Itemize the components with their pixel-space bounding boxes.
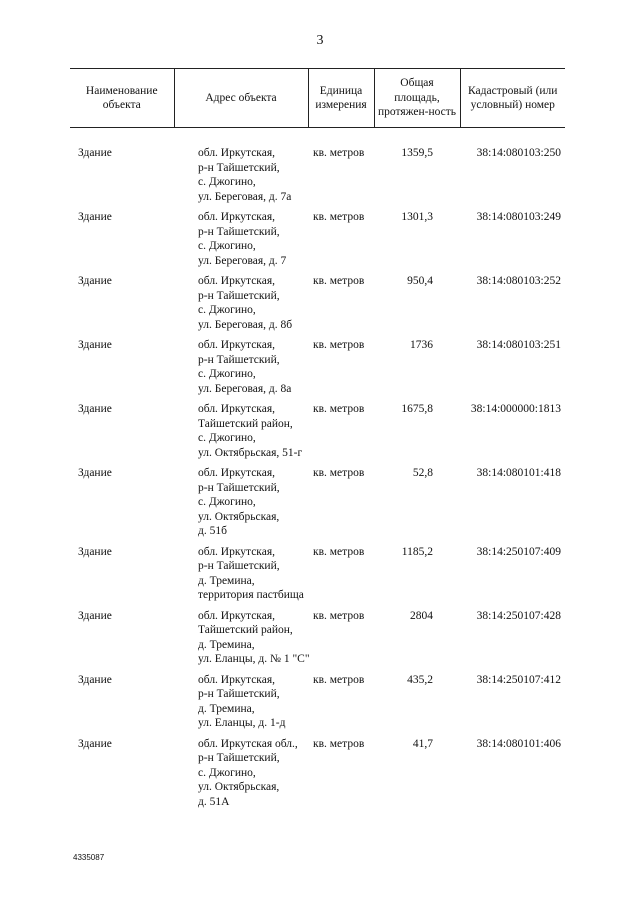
area-cell: 950,4: [407, 275, 433, 287]
address-line: территория пастбища: [198, 589, 304, 601]
cadastral-number-cell: 38:14:250107:412: [476, 673, 561, 686]
unit-cell: кв. метров: [313, 275, 365, 287]
area-cell: 41,7: [412, 737, 433, 750]
address-line: ул. Октябрьская,: [198, 510, 280, 523]
address-line: р-н Тайшетский,: [198, 161, 280, 174]
object-address-cell: [174, 128, 308, 211]
area-cell: 1185,2: [401, 545, 433, 558]
cadastral-number-cell: 38:14:250107:409: [476, 545, 561, 558]
address-line: д. 51б: [198, 525, 227, 537]
address-line: р-н Тайшетский,: [198, 752, 280, 764]
unit-cell: кв. метров: [313, 403, 365, 415]
address-line: р-н Тайшетский,: [198, 560, 280, 572]
address-line: обл. Иркутская,: [198, 339, 275, 351]
address-line: с. Джогино,: [198, 304, 256, 316]
address-line: обл. Иркутская,: [198, 403, 275, 415]
address-line: ул. Береговая, д. 8б: [198, 318, 293, 331]
object-address-cell: [174, 673, 308, 737]
address-line: р-н Тайшетский,: [198, 289, 280, 302]
table-row: [70, 609, 565, 673]
table-row: [70, 210, 565, 274]
address-line: обл. Иркутская,: [198, 275, 275, 287]
address-line: обл. Иркутская,: [198, 609, 275, 622]
table-header-row: [70, 69, 565, 128]
object-address-cell: [174, 210, 308, 274]
address-line: д. Тремина,: [198, 702, 255, 715]
cadastral-number-cell: 38:14:080103:250: [476, 147, 561, 159]
area-cell: 1359,5: [401, 147, 433, 159]
cadastral-number-cell: 38:14:080101:418: [476, 467, 561, 479]
area-cell: 1301,3: [401, 211, 433, 223]
address-line: обл. Иркутская,: [198, 147, 275, 159]
address-line: обл. Иркутская обл.,: [198, 737, 298, 750]
header-unit: Единица измерения: [308, 69, 374, 128]
address-line: обл. Иркутская,: [198, 467, 275, 479]
address-line: ул. Еланцы, д. 1-д: [198, 717, 286, 729]
object-address-cell: [174, 737, 308, 816]
address-line: д. 51А: [198, 795, 230, 808]
address-line: Тайшетский район,: [198, 417, 293, 430]
document-code: 4335087: [73, 853, 105, 862]
address-line: д. Тремина,: [198, 574, 255, 587]
table-row: [70, 545, 565, 609]
address-line: с. Джогино,: [198, 240, 256, 252]
header-address: Адрес объекта: [174, 69, 308, 128]
property-table: [70, 68, 565, 815]
object-address-cell: [174, 402, 308, 466]
table-row: [70, 338, 565, 402]
header-cadastral: Кадастровый (или условный) номер: [460, 69, 565, 128]
address-line: р-н Тайшетский,: [198, 481, 280, 494]
object-name-cell: Здание: [78, 737, 112, 750]
object-address-cell: [174, 609, 308, 673]
object-name-cell: Здание: [78, 339, 112, 351]
unit-cell: кв. метров: [313, 467, 365, 479]
area-cell: 1675,8: [401, 403, 433, 415]
cadastral-number-cell: 38:14:080103:251: [476, 339, 561, 351]
table-row: [70, 737, 565, 816]
property-table-container: [70, 68, 565, 815]
address-line: ул. Береговая, д. 7а: [198, 190, 292, 203]
header-name: Наименование объекта: [85, 84, 158, 111]
table-row: [70, 402, 565, 466]
address-line: ул. Октябрьская, 51-г: [198, 446, 303, 459]
cadastral-number-cell: 38:14:080103:249: [476, 211, 561, 223]
object-name-cell: Здание: [78, 403, 112, 415]
object-name-cell: Здание: [78, 467, 112, 479]
table-row: [70, 128, 565, 211]
unit-cell: кв. метров: [313, 339, 365, 351]
address-line: р-н Тайшетский,: [198, 688, 280, 700]
address-line: ул. Береговая, д. 8а: [198, 382, 292, 395]
table-row: [70, 673, 565, 737]
object-name-cell: Здание: [78, 211, 112, 223]
unit-cell: кв. метров: [313, 737, 365, 750]
address-line: обл. Иркутская,: [198, 545, 275, 558]
object-name-cell: Здание: [78, 275, 112, 287]
address-line: с. Джогино,: [198, 496, 256, 508]
address-line: обл. Иркутская,: [198, 211, 275, 223]
unit-cell: кв. метров: [313, 673, 365, 686]
address-line: ул. Береговая, д. 7: [198, 254, 287, 267]
object-name-cell: Здание: [78, 545, 112, 558]
address-line: с. Джогино,: [198, 766, 256, 779]
object-address-cell: [174, 466, 308, 545]
area-cell: 2804: [410, 609, 433, 622]
cadastral-number-cell: 38:14:000000:1813: [470, 403, 561, 415]
header-area: Общая площадь, протяжен-ность: [374, 69, 460, 128]
address-line: обл. Иркутская,: [198, 673, 275, 686]
area-cell: 435,2: [407, 673, 433, 686]
table-row: [70, 466, 565, 545]
table-body: [70, 128, 565, 816]
address-line: д. Тремина,: [198, 638, 255, 651]
page-number: 3: [316, 33, 324, 48]
object-address-cell: [174, 545, 308, 609]
address-line: р-н Тайшетский,: [198, 225, 280, 238]
object-name-cell: Здание: [78, 673, 112, 686]
address-line: ул. Октябрьская,: [198, 781, 280, 793]
object-address-cell: [174, 338, 308, 402]
unit-cell: кв. метров: [313, 147, 365, 159]
object-name-cell: Здание: [78, 609, 112, 622]
cadastral-number-cell: 38:14:080101:406: [476, 737, 561, 750]
address-line: р-н Тайшетский,: [198, 353, 280, 366]
object-address-cell: [174, 274, 308, 338]
area-cell: 52,8: [412, 467, 433, 479]
address-line: с. Джогино,: [198, 176, 256, 188]
object-name-cell: Здание: [78, 147, 112, 159]
cadastral-number-cell: 38:14:250107:428: [476, 609, 561, 622]
area-cell: 1736: [410, 339, 433, 351]
address-line: Тайшетский район,: [198, 624, 293, 636]
table-row: [70, 274, 565, 338]
address-line: ул. Еланцы, д. № 1 "С": [198, 653, 310, 665]
unit-cell: кв. метров: [313, 211, 365, 223]
address-line: с. Джогино,: [198, 432, 256, 444]
unit-cell: кв. метров: [313, 609, 365, 622]
address-line: с. Джогино,: [198, 368, 256, 380]
unit-cell: кв. метров: [313, 545, 365, 558]
cadastral-number-cell: 38:14:080103:252: [476, 275, 561, 287]
